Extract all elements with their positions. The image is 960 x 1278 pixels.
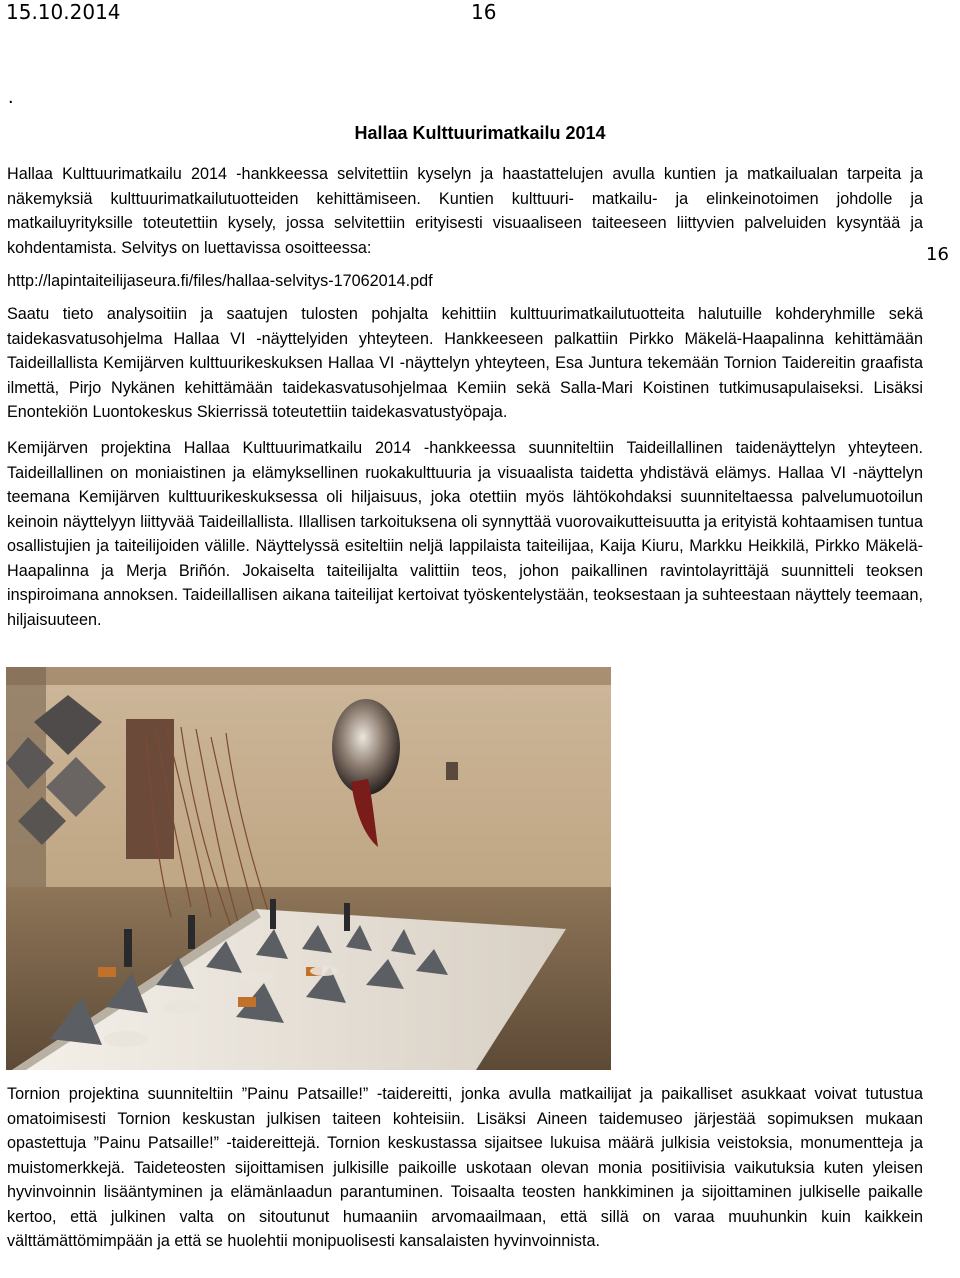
tornio-paragraph: Tornion projektina suunniteltiin ”Painu Patsaille!” -taidereitti, jonka avulla matkailijat ja paikalliset asukkaat voivat tutustua omatoimisesti Tornion keskustan julkisen taiteen kohteisiin. Lisäksi Aineen taidemuseo järjestää sopimuksen mukaan opastettuja ”Painu Patsaille!” -taidereittejä. Tornion keskustassa sijaitsee lukuisa määrä julkisia veistoksia, monumentteja ja muistomerkkejä. Taideteosten sijoittamisen julkisille paikoille uskotaan olevan monia positiivisia vaikutuksia kuten yleisen hyvinvoinnin lisääntyminen ja elämänlaadun parantuminen. Toisaalta teosten hankkiminen ja sijoittaminen julkiselle paikalle kertoo, että julkinen valta on sitoutunut humaaniin arvomaailmaan, että sillä on varaa muuhunkin kuin kaikkein välttämättömimpään ja että se huolehtii monipuolisesti kansalaisten hyvinvoinnista. [7,1085,923,1250]
report-url: http://lapintaiteilijaseura.fi/files/hallaa-selvitys-17062014.pdf [7,272,433,290]
header-page-number: 16 [471,0,497,24]
kemijarvi-paragraph: Kemijärven projektina Hallaa Kulttuurimatkailu 2014 -hankkeessa suunniteltiin Taideillallinen taidenäyttelyn yhteyteen. Taideillallinen on moniaistinen ja elämyksellinen ruokakulttuuria ja visuaalista taidetta yhdistävä elämys. Hallaa VI -näyttelyn teemana Kemijärven kulttuurikeskuksessa oli hiljaisuus, joka otettiin myös lähtökohdaksi suunniteltaessa palvelumuotoilun keinoin näyttelyyn liittyvää Taideillallista. Illallisen tarkoituksena oli synnyttää vuorovaikutteisuutta ja erityistä kohtaamisen tuntua osallistujien ja taiteilijoiden välille. Näyttelyssä esiteltiin neljä lappilaista taiteilijaa, Kaija Kiuru, Markku Heikkilä, Pirkko Mäkelä-Haapalinna ja Merja Briñón. Jokaiselta taiteilijalta valittiin teos, johon paikallinen ravintolayrittäjä suunnitteli teoksen inspiroimana annoksen. Taideillallisen aikana taiteilijat kertoivat työskentelystään, teoksestaan ja suhteestaan näyttely teemaan, hiljaisuuteen. [7,439,923,629]
side-page-number: 16 [926,244,949,265]
section-title: Hallaa Kulttuurimatkailu 2014 [354,123,606,143]
intro-paragraph: Hallaa Kulttuurimatkailu 2014 -hankkeessa selvitettiin kyselyn ja haastattelujen avulla kuntien ja matkailualan tarpeita ja näkemyksiä kulttuurimatkailutuotteiden kehittämiseen. Kuntien kulttuuri- matkailu- ja elinkeinotoimen johdolle ja matkailuyrityksille toteutettiin kysely, jossa selvitettiin erityisesti visuaaliseen taiteeseen liittyvien palveluiden kysyntää ja kohdentamista. Selvitys on luettavissa osoitteessa: [7,165,923,257]
header-date: 15.10.2014 [6,0,121,24]
analysis-paragraph: Saatu tieto analysoitiin ja saatujen tulosten pohjalta kehittiin kulttuurimatkailutuotteita halutuille kohderyhmille sekä taidekasvatusohjelma Hallaa VI -näyttelyiden yhteyteen. Hankkeeseen palkattiin Pirkko Mäkelä-Haapalinna kehittämään Taideillallista Kemijärven kulttuurikeskuksen Hallaa VI -näyttelyn yhteyteen, Esa Juntura tekemään Tornion Taidereitin graafista ilmettä, Pirjo Nykänen kehittämään taidekasvatusohjelmaa Kemiin sekä Salla-Mari Koistinen tutkimusapulaiseksi. Lisäksi Enontekiön Luontokeskus Skierrissä toteutettiin taidekasvatustyöpaja. [7,305,923,421]
stray-dot: . [8,86,14,108]
dinner-table-photo [6,667,611,1070]
